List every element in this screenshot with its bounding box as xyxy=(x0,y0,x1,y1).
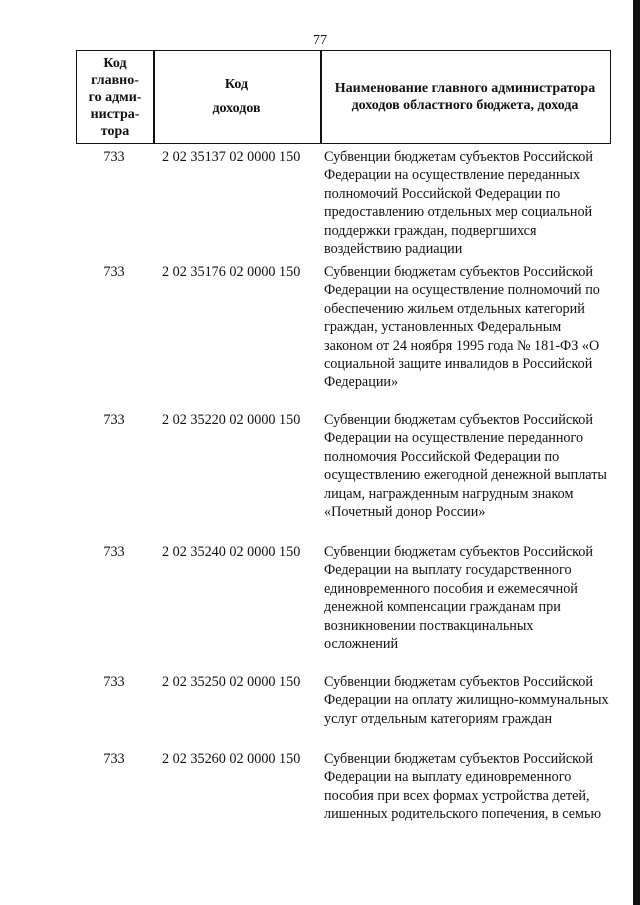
row-income-code: 2 02 35260 02 0000 150 xyxy=(162,751,301,767)
row-income-code: 2 02 35137 02 0000 150 xyxy=(162,149,301,165)
row-name: Субвенции бюджетам субъектов Российской Федерации на осуществление переданных полномочий Российской Федерации по предоставлению отдельных мер социальной поддержки граждан, подвергшихся воздействию радиации xyxy=(324,149,593,258)
row-admin-code: 733 xyxy=(103,674,125,690)
row-name: Субвенции бюджетам субъектов Российской Федерации на выплату единовременного пособия при всех формах устройства детей, лишенных родительского попечения, в семью xyxy=(324,751,602,823)
row-income-code: 2 02 35250 02 0000 150 xyxy=(162,674,301,690)
page-number: 77 xyxy=(313,33,327,48)
row-admin-code: 733 xyxy=(103,264,125,280)
table-header xyxy=(76,50,611,144)
row-income-code: 2 02 35240 02 0000 150 xyxy=(162,544,301,560)
row-income-code: 2 02 35220 02 0000 150 xyxy=(162,412,301,428)
row-admin-code: 733 xyxy=(103,412,125,428)
row-name: Субвенции бюджетам субъектов Российской Федерации на оплату жилищно-коммунальных услуг отдельным категориям граждан xyxy=(324,674,609,727)
scan-edge xyxy=(633,0,640,905)
row-name: Субвенции бюджетам субъектов Российской Федерации на выплату государственного единовременного пособия и ежемесячной денежной компенсации гражданам при возникновении поствакцинальных осложнений xyxy=(324,544,593,653)
header-name: Наименование главного администратора доходов областного бюджета, дохода xyxy=(334,81,596,113)
row-name: Субвенции бюджетам субъектов Российской Федерации на осуществление полномочий по обеспечению жильем отдельных категорий граждан, установленных Федеральным законом от 24 ноября 1995 года № 181-ФЗ «О социальной защите инвалидов в Российской Федерации» xyxy=(324,264,600,391)
row-income-code: 2 02 35176 02 0000 150 xyxy=(162,264,301,280)
row-admin-code: 733 xyxy=(103,149,125,165)
row-name: Субвенции бюджетам субъектов Российской Федерации на осуществление переданного полномочия Российской Федерации по осуществлению ежегодной денежной выплаты лицам, награжденным нагрудным знаком «Почетный донор России» xyxy=(324,412,607,521)
row-admin-code: 733 xyxy=(103,544,125,560)
header-income-code: Код доходов xyxy=(212,77,261,116)
header-admin-code: Код главно- го адми- нистра- тора xyxy=(88,55,142,139)
row-admin-code: 733 xyxy=(103,751,125,767)
